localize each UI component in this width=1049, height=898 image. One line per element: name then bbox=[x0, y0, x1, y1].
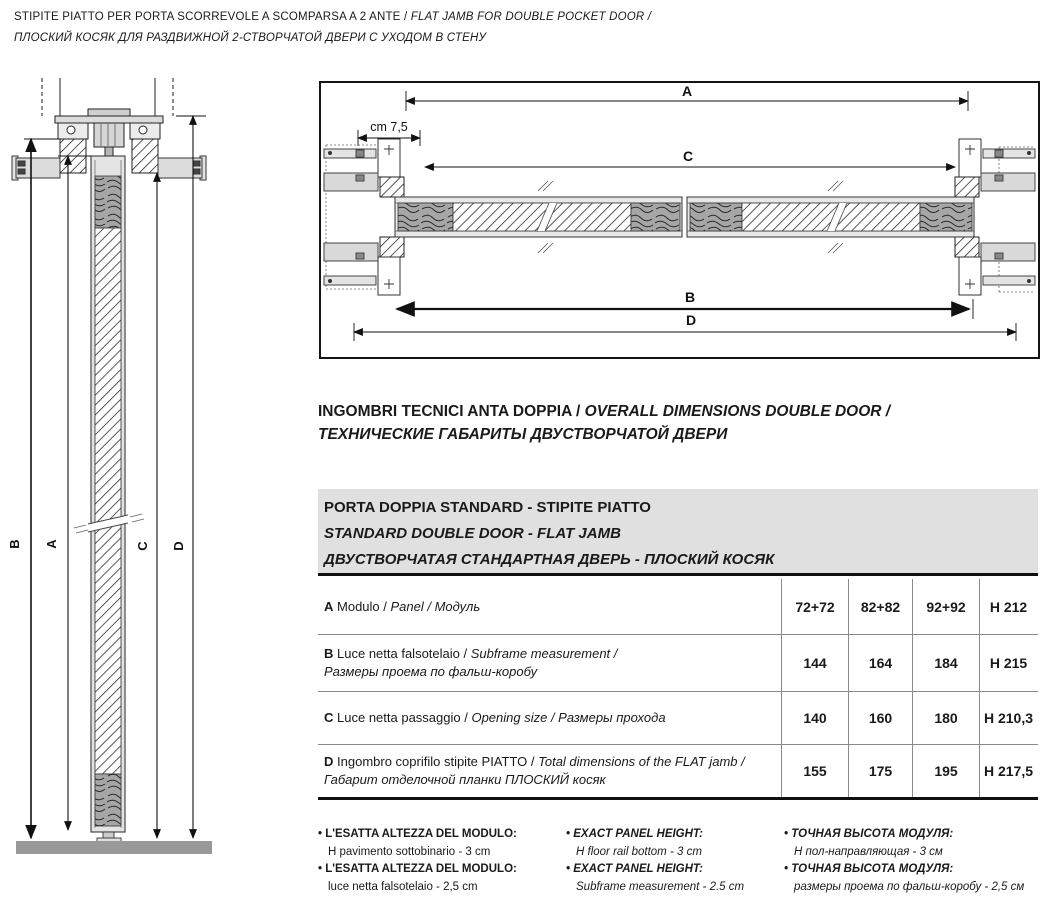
row-letter: D bbox=[324, 754, 334, 769]
value-cell: 155 bbox=[781, 745, 848, 797]
note-title-text: EXACT PANEL HEIGHT: bbox=[573, 828, 703, 840]
table-header-line-2: STANDARD DOUBLE DOOR - FLAT JAMB bbox=[324, 525, 621, 542]
row-label-it: Modulo / bbox=[337, 598, 391, 614]
row-label-en: Panel / Модуль bbox=[390, 598, 481, 614]
section-heading-it: INGOMBRI TECNICI ANTA DOPPIA / bbox=[318, 403, 585, 420]
note-title-text: L'ESATTA ALTEZZA DEL MODULO: bbox=[325, 828, 517, 840]
plan-view-diagram bbox=[316, 73, 1046, 365]
row-letter: C bbox=[324, 710, 334, 725]
note-title: • EXACT PANEL HEIGHT: bbox=[566, 863, 703, 875]
value-cell: 92+92 bbox=[912, 579, 979, 634]
value-cell: 72+72 bbox=[781, 579, 848, 634]
header-line-2-ru: ПЛОСКИЙ КОСЯК ДЛЯ РАЗДВИЖНОЙ 2-СТВОРЧАТОЙ ДВЕРИ С УХОДОМ В СТЕНУ bbox=[14, 32, 487, 44]
height-cell: H 215 bbox=[979, 635, 1037, 691]
row-label-it: Ingombro coprifilo stipite PIATTO / bbox=[337, 754, 539, 769]
table-header-line-3: ДВУСТВОРЧАТАЯ СТАНДАРТНАЯ ДВЕРЬ - ПЛОСКИЙ КОСЯК bbox=[324, 551, 775, 568]
row-label bbox=[318, 579, 781, 634]
section-heading bbox=[318, 400, 890, 446]
note-title: • ТОЧНАЯ ВЫСОТА МОДУЛЯ: bbox=[784, 863, 954, 875]
value-cell: 82+82 bbox=[848, 579, 912, 634]
row-label bbox=[318, 745, 781, 797]
height-cell: H 212 bbox=[979, 579, 1037, 634]
value-cell: 184 bbox=[912, 635, 979, 691]
section-heading-en: OVERALL DIMENSIONS DOUBLE DOOR / bbox=[584, 403, 891, 420]
header-line-1 bbox=[14, 7, 651, 28]
value-cell: 140 bbox=[781, 692, 848, 744]
note-title: • ТОЧНАЯ ВЫСОТА МОДУЛЯ: bbox=[784, 828, 954, 840]
row-label-en: Subframe measurement / bbox=[470, 646, 618, 661]
dim-label-a-vert: A bbox=[44, 539, 59, 549]
dimensions-table bbox=[318, 579, 1038, 800]
note-body: H floor rail bottom - 3 cm bbox=[576, 845, 702, 858]
row-letter: B bbox=[324, 646, 334, 661]
table-header-band bbox=[318, 489, 1038, 576]
note-title-text: EXACT PANEL HEIGHT: bbox=[573, 863, 703, 875]
door-panel-vertical bbox=[74, 156, 144, 843]
note-title: • L'ESATTA ALTEZZA DEL MODULO: bbox=[318, 828, 517, 840]
row-label-it: Luce netta passaggio / bbox=[337, 710, 472, 725]
dim-label-d-vert: D bbox=[171, 541, 186, 551]
dim-label-c-vert: C bbox=[135, 541, 150, 551]
notes-column-it bbox=[318, 826, 566, 896]
note-body: Н пол-направляющая - 3 см bbox=[794, 845, 943, 858]
table-header-line-1: PORTA DOPPIA STANDARD - STIPITE PIATTO bbox=[324, 499, 651, 516]
note-body: Subframe measurement - 2.5 cm bbox=[576, 880, 745, 893]
row-letter: A bbox=[324, 598, 334, 614]
section-heading-ru: ТЕХНИЧЕСКИЕ ГАБАРИТЫ ДВУСТВОРЧАТОЙ ДВЕРИ bbox=[318, 426, 728, 443]
left-jamb-assembly bbox=[324, 139, 404, 295]
value-cell: 164 bbox=[848, 635, 912, 691]
row-label-it: Luce netta falsotelaio / bbox=[337, 646, 471, 661]
row-label-en: Total dimensions of the FLAT jamb / bbox=[538, 754, 745, 769]
value-cell: 180 bbox=[912, 692, 979, 744]
table-row-d bbox=[318, 745, 1038, 800]
table-row-c bbox=[318, 692, 1038, 745]
note-body: размеры проема по фальш-коробу - 2,5 см bbox=[794, 880, 1025, 893]
doc-header bbox=[14, 7, 651, 49]
note-title-text: L'ESATTA ALTEZZA DEL MODULO: bbox=[325, 863, 517, 875]
note-title-text: ТОЧНАЯ ВЫСОТА МОДУЛЯ: bbox=[791, 828, 954, 840]
door-panel-left bbox=[395, 181, 682, 253]
value-cell: 144 bbox=[781, 635, 848, 691]
value-cell: 195 bbox=[912, 745, 979, 797]
value-cell: 160 bbox=[848, 692, 912, 744]
floor-slab bbox=[16, 841, 212, 854]
table-row-b bbox=[318, 635, 1038, 692]
header-title-en: FLAT JAMB FOR DOUBLE POCKET DOOR / bbox=[410, 11, 652, 23]
height-cell: H 210,3 bbox=[979, 692, 1037, 744]
dim-label-b-vert: B bbox=[7, 539, 22, 549]
header-title-it: STIPITE PIATTO PER PORTA SCORREVOLE A SCOMPARSA A 2 ANTE / bbox=[14, 11, 411, 23]
dim-label-b-plan: B bbox=[684, 289, 696, 305]
row-label-ru: Размеры проема по фальш-коробу bbox=[324, 664, 538, 679]
footnotes bbox=[318, 826, 1048, 896]
pocket-depth-label: cm 7,5 bbox=[370, 120, 408, 134]
table-row-a bbox=[318, 579, 1038, 635]
notes-column-en bbox=[566, 826, 784, 896]
note-title-text: ТОЧНАЯ ВЫСОТА МОДУЛЯ: bbox=[791, 863, 954, 875]
dim-label-d-plan: D bbox=[685, 312, 697, 328]
dim-label-c-plan: C bbox=[682, 148, 694, 164]
notes-column-ru bbox=[784, 826, 1048, 896]
section-heading-line-1 bbox=[318, 400, 890, 423]
row-label bbox=[318, 635, 781, 691]
row-label bbox=[318, 692, 781, 744]
dim-label-a-plan: A bbox=[681, 83, 693, 99]
door-panel-right bbox=[687, 181, 974, 253]
value-cell: 175 bbox=[848, 745, 912, 797]
note-body: H pavimento sottobinario - 3 cm bbox=[328, 845, 491, 858]
row-label-en: Opening size / Размеры прохода bbox=[471, 710, 666, 725]
note-title: • L'ESATTA ALTEZZA DEL MODULO: bbox=[318, 863, 517, 875]
row-label-ru: Габарит отделочной планки ПЛОСКИЙ косяк bbox=[324, 772, 606, 787]
note-body: luce netta falsotelaio - 2,5 cm bbox=[328, 880, 478, 893]
vertical-section-diagram bbox=[2, 72, 224, 867]
note-title: • EXACT PANEL HEIGHT: bbox=[566, 828, 703, 840]
height-cell: H 217,5 bbox=[979, 745, 1037, 797]
